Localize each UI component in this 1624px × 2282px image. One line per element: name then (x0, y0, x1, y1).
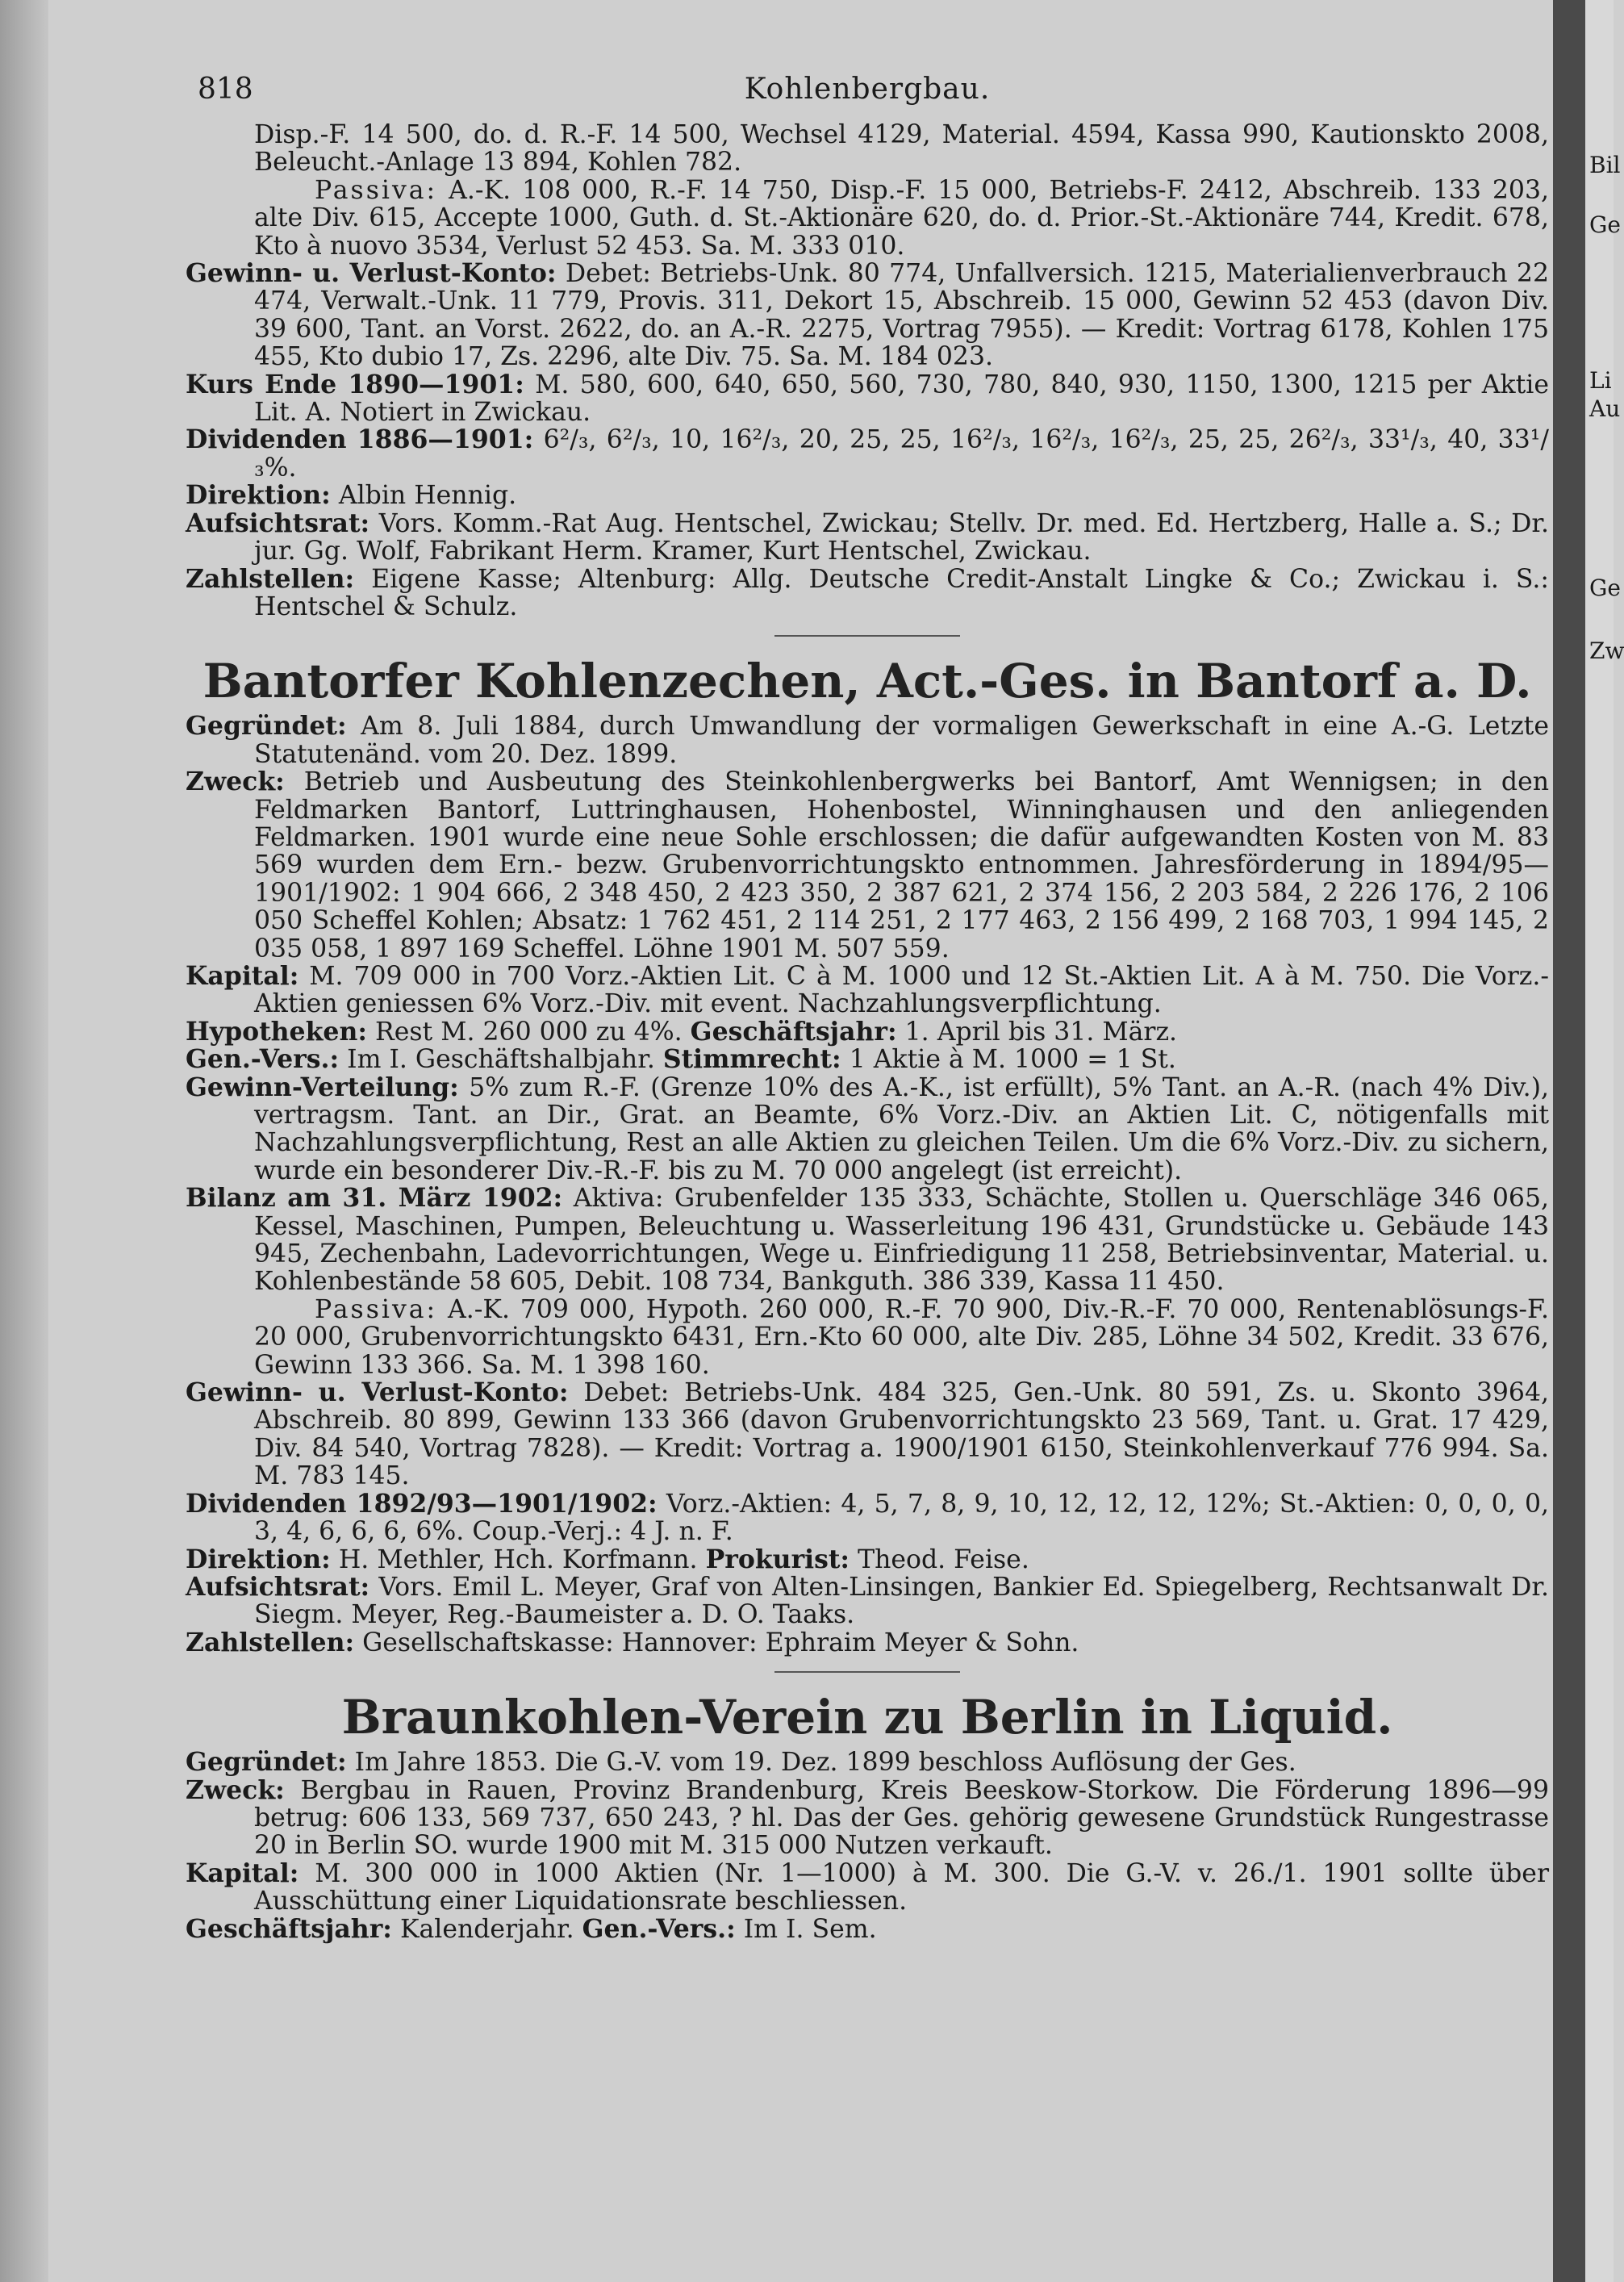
scan-shadow-left (0, 0, 48, 2282)
entry-text: Vorz.-Aktien: 4, 5, 7, 8, 9, 10, 12, 12, 12, 12%; St.-Aktien: 0, 0, 0, 0, 3, 4, 6, 6, 6, 6%. Coup.-Verj.: 4 J. n. F. (254, 1489, 1549, 1547)
adjacent-page-strip (1585, 0, 1614, 2282)
entry-gen-vers (186, 1046, 1549, 1073)
company-title: Bantorfer Kohlenzechen, Act.-Ges. in Bantorf a. D. (202, 654, 1532, 709)
entry-label: Dividenden 1886—1901: (186, 424, 534, 455)
entry-text: Im I. Geschäftshalbjahr. (347, 1045, 655, 1075)
entry-text: Debet: Betriebs-Unk. 484 325, Gen.-Unk. 80 591, Zs. u. Skonto 3964, Abschreib. 80 899, Gewinn 133 366 (davon Grubenvorrichtungskto 23 569, Tant. u. Grat. 17 429, Div. 84 540, Vortrag 7828). — Kredit: Vortrag a. 1900/1901 6150, Steinkohlenverkauf 776 994. Sa. M. 783 145. (254, 1378, 1550, 1491)
entry-direktion (186, 482, 1549, 509)
entry-text: M. 580, 600, 640, 650, 560, 730, 780, 840, 930, 1150, 1300, 1215 per Aktie Lit. A. Notiert in Zwickau. (254, 370, 1549, 428)
entry-text: 1. April bis 31. März. (904, 1017, 1178, 1047)
entry-gegruendet (186, 1749, 1549, 1776)
entry-geschaeftsjahr (186, 1913, 1549, 1944)
margin-fragment: Zw (1589, 637, 1624, 664)
entry-zweck (186, 1774, 1549, 1861)
passiva-entry (186, 177, 1549, 260)
margin-fragment: Ge (1589, 211, 1621, 238)
passiva-label: Passiva: (315, 175, 438, 205)
passiva-label: Passiva: (315, 1294, 438, 1324)
entry-text: M. 709 000 in 700 Vorz.-Aktien Lit. C à M. 1000 und 12 St.-Aktien Lit. A à M. 750. Die Vorz.-Aktien geniessen 6% Vorz.-Div. mit event. Nachzahlungsverpflichtung. (254, 961, 1550, 1019)
margin-fragment: Li (1589, 367, 1612, 394)
entry-kurs (186, 371, 1549, 427)
entry-label: Kurs Ende 1890—1901: (186, 369, 524, 399)
entry-text: 5% zum R.-F. (Grenze 10% des A.-K., ist erfüllt), 5% Tant. an A.-R. (nach 4% Div.), vertragsm. Tant. an Dir., Grat. an Beamte, 6% Vorz.-Div. an Aktien Lit. C, nötigenfalls mit Nachzahlungsverpflichtung, Rest an alle Aktien zu gleichen Teilen. Um die 6% Vorz.-Div. zu sichern, wurde ein besonderer Div.-R.-F. bis zu M. 70 000 angelegt (ist erreicht). (254, 1072, 1549, 1185)
entry-label: Zahlstellen: (186, 563, 355, 594)
entry-gv-konto (186, 260, 1549, 371)
entry-bilanz (186, 1185, 1549, 1296)
entry-label: Prokurist: (705, 1544, 850, 1574)
entry-label: Zahlstellen: (186, 1627, 355, 1657)
page-header (186, 73, 1549, 121)
entry-dividenden (186, 1490, 1549, 1546)
entry-zahlstellen (186, 1629, 1549, 1657)
entry-aufsichtsrat (186, 1571, 1549, 1630)
entry-text: Disp.-F. 14 500, do. d. R.-F. 14 500, Wechsel 4129, Material. 4594, Kassa 990, Kautionskto 2008, Beleucht.-Anlage 13 894, Kohlen 782. (254, 120, 1549, 178)
entry-label: Geschäftsjahr: (186, 1913, 392, 1944)
margin-fragment: Bil (1589, 152, 1621, 178)
entry-hypotheken (186, 1018, 1549, 1046)
company-title: Braunkohlen-Verein zu Berlin in Liquid. (341, 1690, 1393, 1745)
entry-text: Im Jahre 1853. Die G.-V. vom 19. Dez. 1899 beschloss Auflösung der Ges. (354, 1748, 1296, 1778)
entry-text: Theod. Feise. (858, 1544, 1029, 1574)
entry-text: 6²/₃, 6²/₃, 10, 16²/₃, 20, 25, 25, 16²/₃, 16²/₃, 16²/₃, 25, 25, 26²/₃, 33¹/₃, 40, 33¹/₃%. (254, 425, 1549, 483)
entry-text: H. Methler, Hch. Korfmann. (338, 1544, 698, 1574)
entry-label: Bilanz am 31. März 1902: (186, 1183, 563, 1214)
entry-text: Aktiva: Grubenfelder 135 333, Schächte, Stollen u. Querschläge 346 065, Kessel, Maschinen, Pumpen, Beleuchtung u. Wasserleitung 196 431, Grundstücke u. Gebäude 143 945, Zechenbahn, Ladevorrichtungen, Wege u. Einfriedigung 11 258, Betriebsinventar, Material. u. Kohlenbestände 58 605, Debit. 108 734, Bankguth. 386 339, Kassa 11 450. (254, 1184, 1550, 1297)
margin-fragment: Au (1589, 395, 1621, 422)
entry-label: Dividenden 1892/93—1901/1902: (186, 1488, 658, 1519)
entry-text: Debet: Betriebs-Unk. 80 774, Unfallversich. 1215, Materialienverbrauch 22 474, Verwalt.-Unk. 11 779, Provis. 311, Dekort 15, Abschreib. 15 000, Gewinn 52 453 (davon Div. 39 600, Tant. an Vorst. 2622, do. an A.-R. 2275, Vortrag 7955). — Kredit: Vortrag 6178, Kohlen 175 455, Kto dubio 17, Zs. 2296, alte Div. 75. Sa. M. 184 023. (254, 259, 1550, 372)
entry-text: Rest M. 260 000 zu 4%. (375, 1017, 683, 1047)
entry-text: Am 8. Juli 1884, durch Umwandlung der vormaligen Gewerkschaft in eine A.-G. Letzte Statutenänd. vom 20. Dez. 1899. (254, 712, 1549, 769)
entry-label: Zweck: (186, 767, 285, 797)
entry-label: Gegründet: (186, 711, 347, 742)
entry-label: Hypotheken: (186, 1016, 367, 1047)
entry-gv-konto (186, 1379, 1549, 1490)
entry-text: Im I. Sem. (743, 1914, 877, 1944)
continued-entry (186, 121, 1549, 621)
running-title: Kohlenbergbau. (744, 73, 991, 106)
entry-text: Gesellschaftskasse: Hannover: Ephraim Meyer & Sohn. (362, 1628, 1079, 1657)
entry-label: Kapital: (186, 960, 299, 991)
entry-kapital (186, 960, 1550, 1019)
entry-text: Vors. Komm.-Rat Aug. Hentschel, Zwickau; Stellv. Dr. med. Ed. Hertzberg, Halle a. S.; Dr. jur. Gg. Wolf, Fabrikant Herm. Kramer, Kurt Hentschel, Zwickau. (254, 508, 1549, 566)
company-section-bantorf (186, 650, 1549, 1657)
entry-label: Gewinn- u. Verlust-Konto: (186, 1377, 569, 1408)
separator-rule (774, 635, 960, 637)
entry-label: Gegründet: (186, 1747, 347, 1778)
company-section-braunkohlen-verein (186, 1686, 1549, 1943)
entry-kapital (186, 1860, 1549, 1916)
entry-aufsichtsrat (186, 510, 1549, 566)
entry-label: Direktion: (186, 1544, 331, 1574)
entry-gewinn-verteilung (186, 1074, 1549, 1185)
entry-text: Kalenderjahr. (399, 1914, 574, 1944)
entry-dividenden (186, 426, 1549, 482)
page-number: 818 (198, 73, 253, 106)
entry-label: Gen.-Vers.: (186, 1044, 340, 1075)
entry-text: A.-K. 709 000, Hypoth. 260 000, R.-F. 70 900, Div.-R.-F. 70 000, Rentenablösungs-F. 20 000, Grubenvorrichtungskto 6431, Ern.-Kto 60 000, alte Div. 285, Löhne 34 502, Kredit. 33 676, Gewinn 133 366. Sa. M. 1 398 160. (254, 1294, 1549, 1380)
entry-label: Stimmrecht: (662, 1044, 841, 1075)
entry-text: M. 300 000 in 1000 Aktien (Nr. 1—1000) à M. 300. Die G.-V. v. 26./1. 1901 sollte über Ausschüttung einer Liquidationsrate beschliessen. (254, 1858, 1549, 1916)
entry-zweck (186, 768, 1549, 963)
entry-text: Eigene Kasse; Altenburg: Allg. Deutsche Credit-Anstalt Lingke & Co.; Zwickau i. S.: Hentschel & Schulz. (254, 564, 1550, 621)
entry-text: 1 Aktie à M. 1000 = 1 St. (849, 1045, 1176, 1075)
entry-label: Aufsichtsrat: (186, 1571, 370, 1602)
entry-text: Betrieb und Ausbeutung des Steinkohlenbergwerks bei Bantorf, Amt Wennigsen; in den Feldmarken Bantorf, Luttringhausen, Hohenbostel, Winninghausen und den anliegenden Feldmarken. 1901 wurde eine neue Sohle erschlossen; die dafür aufgewandten Kosten von M. 83 569 wurden dem Ern.- bezw. Grubenvorrichtungskto entnommen. Jahresförderung in 1894/95—1901/1902: 1 904 666, 2 348 450, 2 423 350, 2 387 621, 2 374 156, 2 203 584, 2 226 176, 2 106 050 Scheffel Kohlen; Absatz: 1 762 451, 2 114 251, 2 177 463, 2 156 499, 2 168 703, 1 994 145, 2 035 058, 1 897 169 Scheffel. Löhne 1901 M. 507 559. (254, 767, 1549, 963)
entry-text: Albin Hennig. (338, 481, 517, 511)
entry-gegruendet (186, 713, 1549, 768)
entry-text: Bergbau in Rauen, Provinz Brandenburg, Kreis Beeskow-Storkow. Die Förderung 1896—99 betrug: 606 133, 569 737, 650 243, ? hl. Das der Ges. gehörig gewesene Grundstück Rungestrasse 20 in Berlin SO. wurde 1900 mit M. 315 000 Nutzen verkauft. (254, 1775, 1549, 1861)
entry-label: Geschäftsjahr: (690, 1016, 897, 1047)
passiva-entry (186, 1296, 1549, 1379)
entry-text: A.-K. 108 000, R.-F. 14 750, Disp.-F. 15 000, Betriebs-F. 2412, Abschreib. 133 203, alte Div. 615, Accepte 1000, Guth. d. St.-Aktionäre 620, do. d. Prior.-St.-Aktionäre 744, Kredit. 678, Kto à nuovo 3534, Verlust 52 453. Sa. M. 333 010. (254, 175, 1549, 261)
entry-text (186, 121, 1549, 177)
entry-label: Direktion: (186, 480, 331, 511)
entry-label: Zweck: (186, 1774, 285, 1805)
entry-label: Aufsichtsrat: (186, 508, 370, 538)
entry-label: Gewinn-Verteilung: (186, 1072, 459, 1102)
entry-text: Vors. Emil L. Meyer, Graf von Alten-Linsingen, Bankier Ed. Spiegelberg, Rechtsanwalt Dr. Siegm. Meyer, Reg.-Baumeister a. D. O. Taaks. (254, 1572, 1549, 1630)
separator-rule (774, 1671, 960, 1673)
entry-label: Kapital: (186, 1858, 299, 1888)
entry-direktion (186, 1546, 1549, 1574)
entry-label: Gen.-Vers.: (582, 1913, 736, 1944)
scan-gutter (1553, 0, 1585, 2282)
entry-label: Gewinn- u. Verlust-Konto: (186, 258, 557, 289)
entry-zahlstellen (186, 563, 1550, 621)
document-page (186, 73, 1549, 1943)
margin-fragment: Ge (1589, 575, 1621, 601)
